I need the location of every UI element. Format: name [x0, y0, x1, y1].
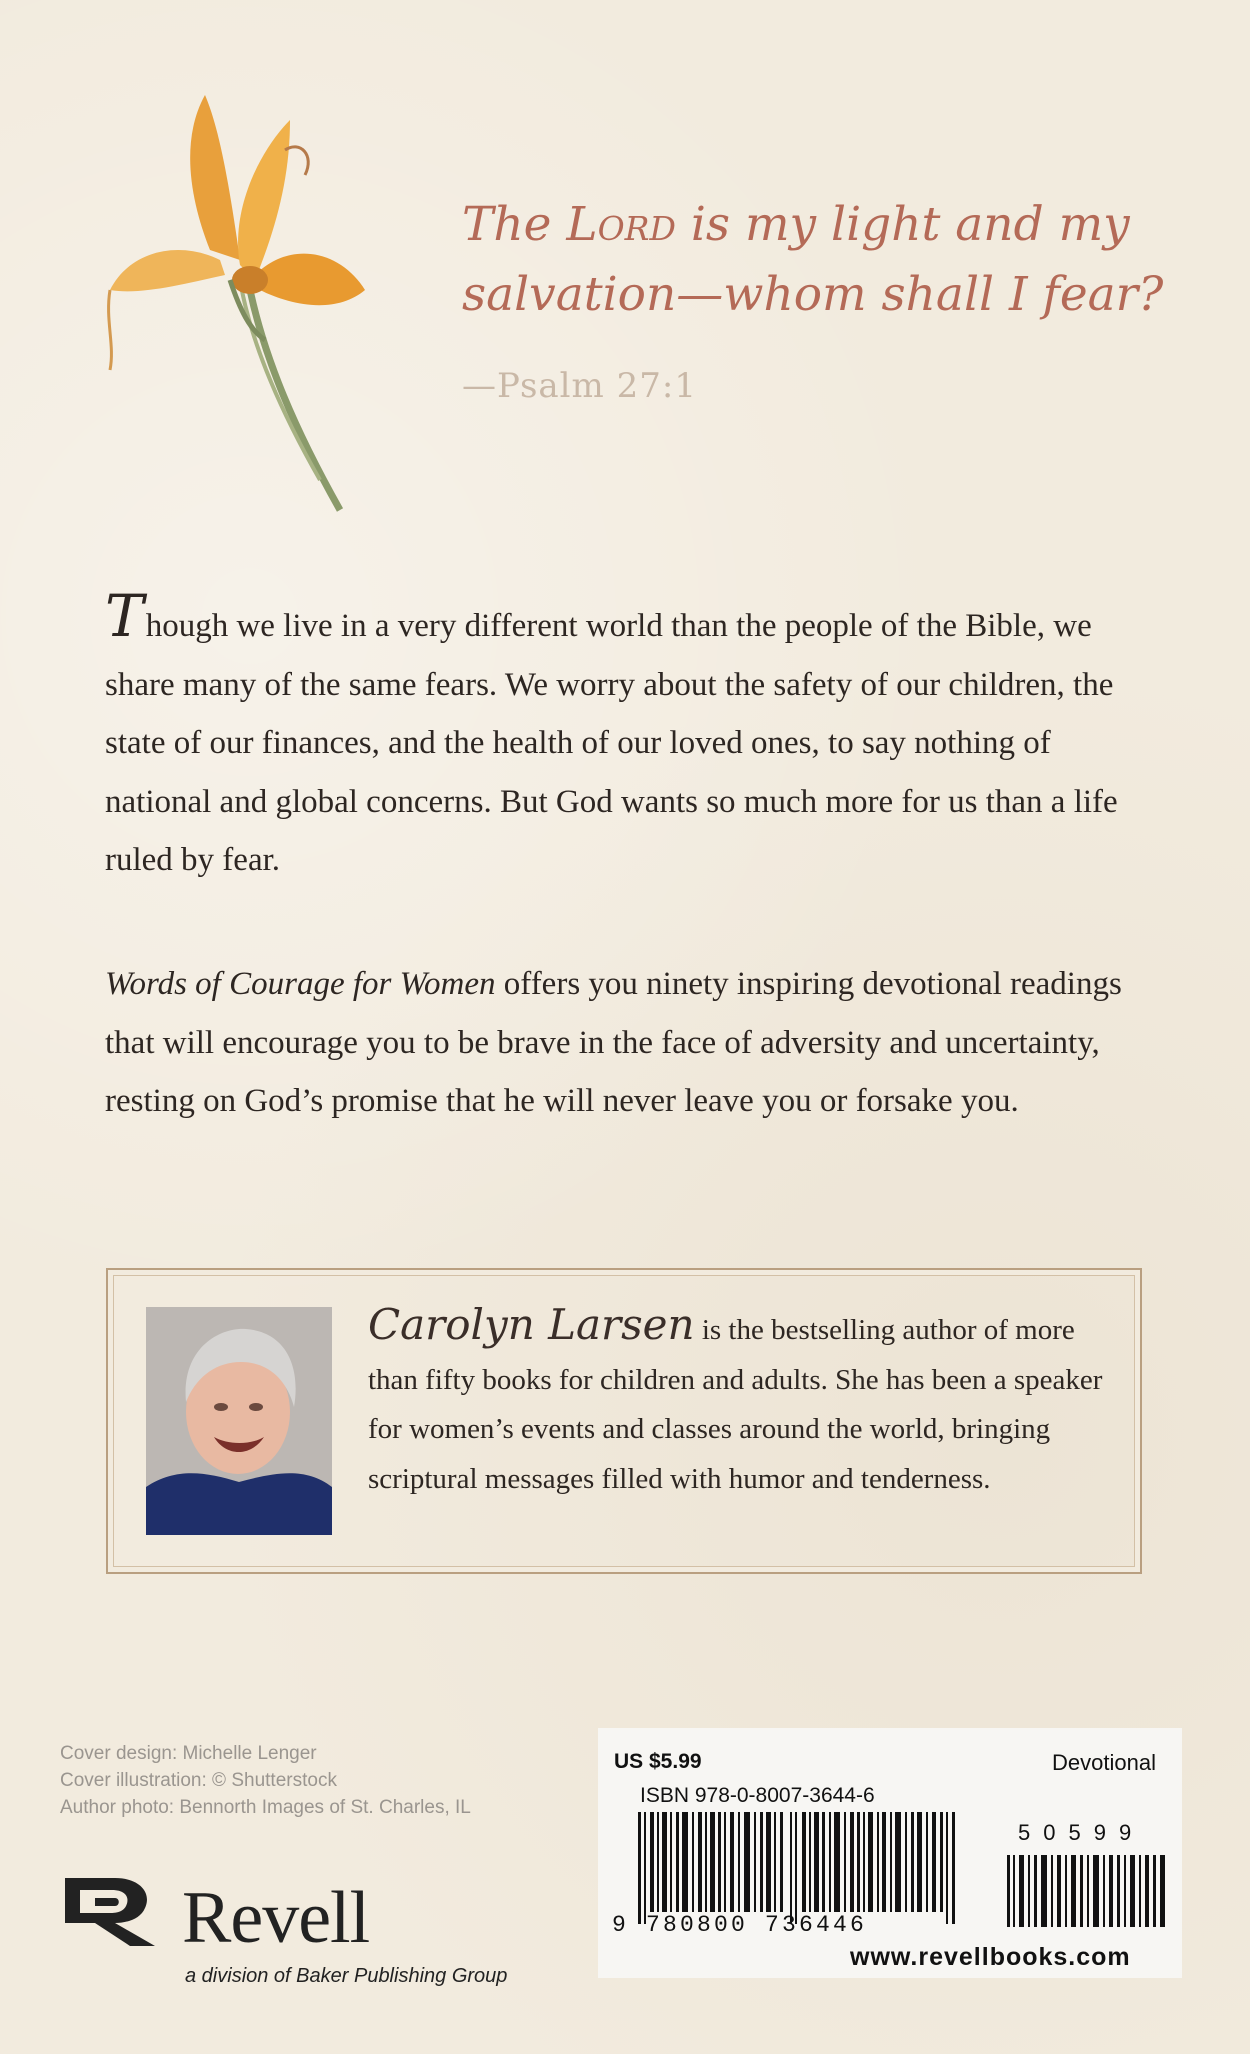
publisher-logo-text: Revell: [182, 1877, 370, 1959]
publisher-subtitle: a division of Baker Publishing Group: [185, 1965, 508, 1987]
barcode-digits: 9 780800 736446: [612, 1912, 868, 1938]
quote-line-2: salvation—whom shall I fear?: [462, 267, 1164, 322]
publisher-website: www.revellbooks.com: [850, 1943, 1131, 1971]
paragraph-1-text: hough we live in a very different world than the people of the Bible, we share many of the same fears. We worry about the safety of our children, the state of our finances, and the health of our loved ones, to say nothing of national and global concerns. But God wants so much more for us than a life ruled by fear.: [105, 608, 1118, 878]
author-photo: [146, 1307, 332, 1535]
cover-credits: [60, 1740, 471, 1821]
revell-logo-icon: [60, 1868, 170, 1948]
credit-author-photo: Author photo: Bennorth Images of St. Charles, IL: [60, 1797, 471, 1818]
scripture-reference: —Psalm 27:1: [462, 366, 697, 406]
author-bio: [368, 1300, 1128, 1504]
isbn-label: ISBN 978-0-8007-3644-6: [640, 1784, 875, 1807]
price-addon-barcode: [1005, 1855, 1167, 1927]
description-paragraph-1: [105, 582, 1145, 890]
iris-flower-illustration: [90, 80, 380, 520]
paragraph-2-text: offers you ninety inspiring devotional readings that will encourage you to be brave in the face of adversity and uncertainty, resting on God’s promise that he will never leave you or forsake you.: [105, 966, 1122, 1119]
author-bio-text: is the bestselling author of more than fifty books for children and adults. She has been a speaker for women’s events and classes around the world, bringing scriptural messages filled with humor and tenderness.: [368, 1314, 1103, 1495]
credit-cover-illustration: Cover illustration: © Shutterstock: [60, 1770, 337, 1791]
category-label: Devotional: [1052, 1750, 1156, 1775]
description-paragraph-2: [105, 955, 1145, 1131]
price-label: US $5.99: [614, 1750, 702, 1773]
price-addon-number: 50599: [1018, 1820, 1145, 1845]
credit-cover-design: Cover design: Michelle Lenger: [60, 1743, 317, 1764]
isbn-barcode: [632, 1812, 970, 1924]
drop-cap: T: [105, 582, 144, 650]
quote-lord: Lord: [566, 197, 676, 252]
quote-text-end: is my light and my: [675, 197, 1130, 252]
quote-text-start: The: [462, 197, 567, 252]
author-name: Carolyn Larsen: [368, 1300, 695, 1349]
scripture-quote: [462, 190, 1182, 330]
book-title: Words of Courage for Women: [105, 966, 496, 1002]
